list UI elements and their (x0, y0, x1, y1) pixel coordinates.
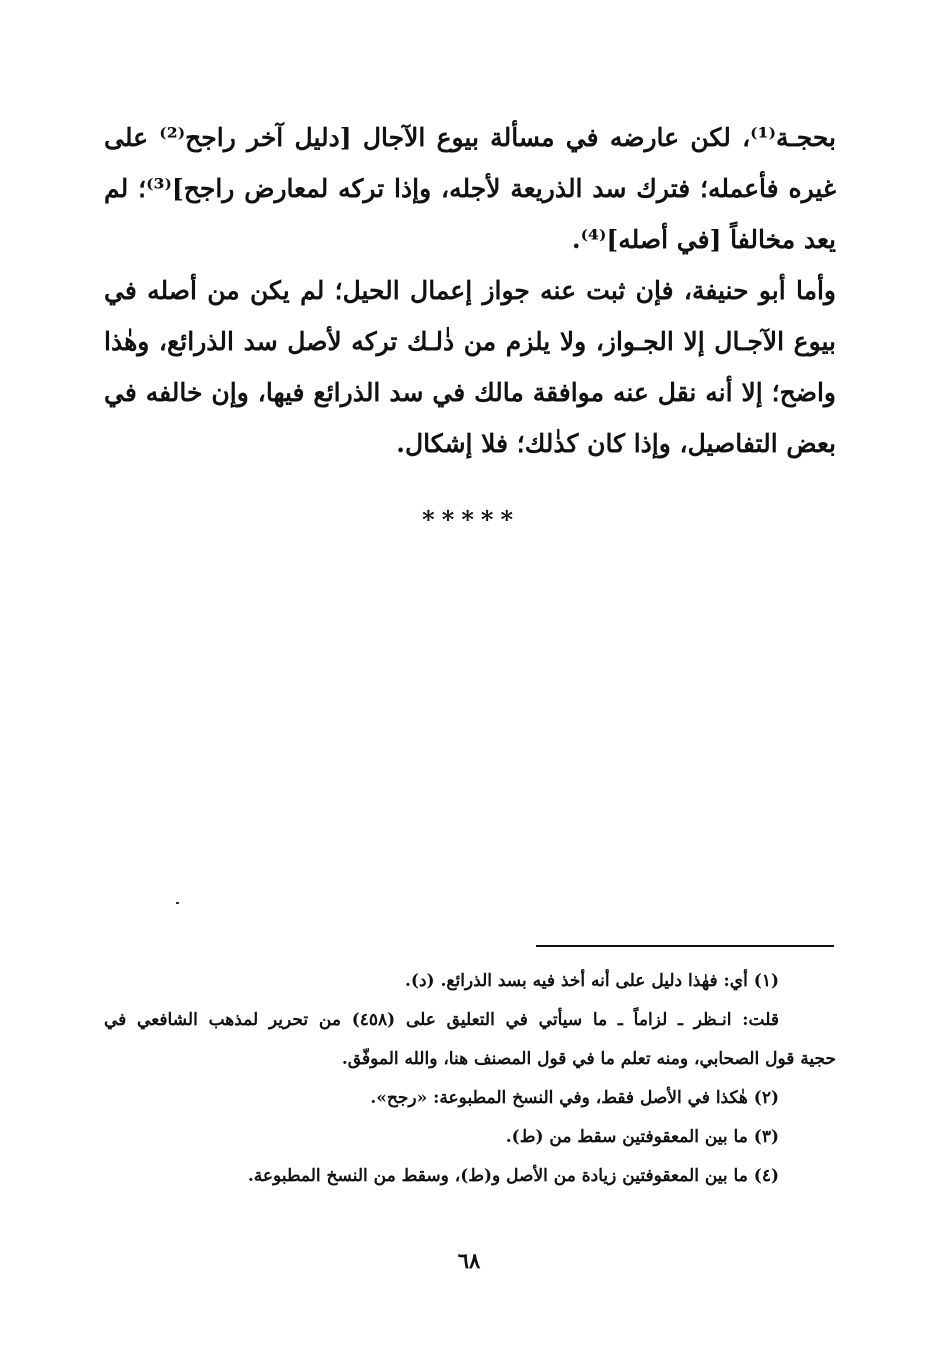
paragraph-2: وأما أبو حنيفة، فإن ثبت عنه جواز إعمال الحيل؛ لم يكن من أصله في بيوع الآجـال إلا الجـواز، ولا يلزم من ذٰلـك تركه لأصل سد الذرائع، وهٰذا واضح؛ إلا أنه نقل عنه موافقة مالك في سد الذرائع فيها، وإن خالفه في بعض التفاصيل، وإذا كان كذٰلك؛ فلا إشكال. (104, 276, 836, 458)
footnote-4: (٤) ما بين المعقوفتين زيادة من الأصل و(ط)، وسقط من النسخ المطبوعة. (247, 1166, 779, 1186)
page-number: ٦٨ (457, 1248, 481, 1273)
section-separator: ∗∗∗∗∗ (420, 500, 518, 529)
ink-speck (176, 902, 179, 904)
paragraph-1: بحجـة⁽¹⁾، لكن عارضه في مسألة بيوع الآجال [دليل آخر راجح⁽²⁾ على غيره فأعمله؛ فترك سد الذريعة لأجله، وإذا تركه لمعارض راجح]⁽³⁾؛ لم يعد مخالفاً [في أصله]⁽⁴⁾. (104, 123, 836, 254)
footnote-1-note-line-2: حجية قول الصحابي، ومنه تعلم ما في قول المصنف هنا، والله الموفّق. (341, 1049, 836, 1069)
footnote-1: (١) أي: فهٰذا دليل على أنه أخذ فيه بسد الذرائع. (د). (405, 971, 779, 991)
footnote-divider (536, 945, 834, 947)
footnote-2: (٢) هٰكذا في الأصل فقط، وفي النسخ المطبوعة: «رجح». (370, 1088, 779, 1108)
footnotes-list (104, 962, 836, 1196)
footnote-3: (٣) ما بين المعقوفتين سقط من (ط). (505, 1127, 779, 1147)
footnote-1-note-line-1: قلت: انـظر ـ لزاماً ـ ما سيأتي في التعليق على (٤٥٨) من تحرير لمذهب الشافعي في (104, 1010, 780, 1030)
